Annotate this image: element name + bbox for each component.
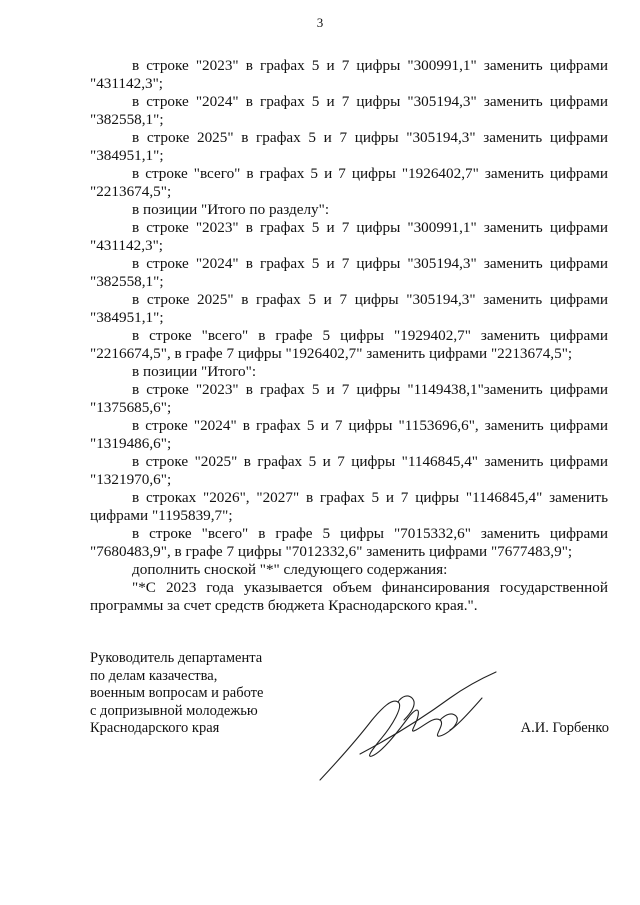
paragraph: в позиции "Итого": xyxy=(132,363,257,380)
paragraph: в позиции "Итого по разделу": xyxy=(132,201,330,218)
paragraph: в строке "2024" в графах 5 и 7 цифры "305194,3" заменить цифрами "382558,1"; xyxy=(90,93,608,128)
paragraph: в строке "2023" в графах 5 и 7 цифры "1149438,1"заменить цифрами "1375685,6"; xyxy=(90,381,608,416)
paragraph: в строке 2025" в графах 5 и 7 цифры "305194,3" заменить цифрами "384951,1"; xyxy=(90,291,608,326)
paragraph: в строке "всего" в графах 5 и 7 цифры "1926402,7" заменить цифрами "2213674,5"; xyxy=(90,165,608,200)
paragraph: в строке "2025" в графах 5 и 7 цифры "1146845,4" заменить цифрами "1321970,6"; xyxy=(90,453,608,488)
paragraph: в строке 2025" в графах 5 и 7 цифры "305194,3" заменить цифрами "384951,1"; xyxy=(90,129,608,164)
paragraph: в строке "всего" в графе 5 цифры "7015332,6" заменить цифрами "7680483,9", в графе 7 цифры "7012332,6" заменить цифрами "7677483,9"; xyxy=(90,525,608,560)
paragraph: в строках "2026", "2027" в графах 5 и 7 цифры "1146845,4" заменить цифрами "1195839,7"; xyxy=(90,489,608,524)
paragraph: в строке "2024" в графах 5 и 7 цифры "1153696,6", заменить цифрами "1319486,6"; xyxy=(90,417,608,452)
position-line: Руководитель департамента xyxy=(90,650,263,666)
amendment-text xyxy=(90,57,608,615)
footnote-paragraph: "*С 2023 года указывается объем финансирования государственной программы за счет средств бюджета Краснодарского края.". xyxy=(90,579,608,614)
position-line: военным вопросам и работе xyxy=(90,685,264,701)
signatory-position xyxy=(90,650,320,738)
position-line: Краснодарского края xyxy=(90,720,220,736)
handwritten-signature xyxy=(300,668,510,788)
paragraph: в строке "2024" в графах 5 и 7 цифры "305194,3" заменить цифрами "382558,1"; xyxy=(90,255,608,290)
signatory-name: А.И. Горбенко xyxy=(520,720,609,736)
paragraph: в строке "2023" в графах 5 и 7 цифры "300991,1" заменить цифрами "431142,3"; xyxy=(90,57,608,92)
paragraph: дополнить сноской "*" следующего содержания: xyxy=(132,561,448,578)
position-line: по делам казачества, xyxy=(90,667,218,684)
position-line: с допризывной молодежью xyxy=(90,702,258,719)
paragraph: в строке "всего" в графе 5 цифры "1929402,7" заменить цифрами "2216674,5", в графе 7 цифры "1926402,7" заменить цифрами "2213674,5"; xyxy=(90,327,608,362)
page-number: 3 xyxy=(316,15,324,30)
paragraph: в строке "2023" в графах 5 и 7 цифры "300991,1" заменить цифрами "431142,3"; xyxy=(90,219,608,254)
